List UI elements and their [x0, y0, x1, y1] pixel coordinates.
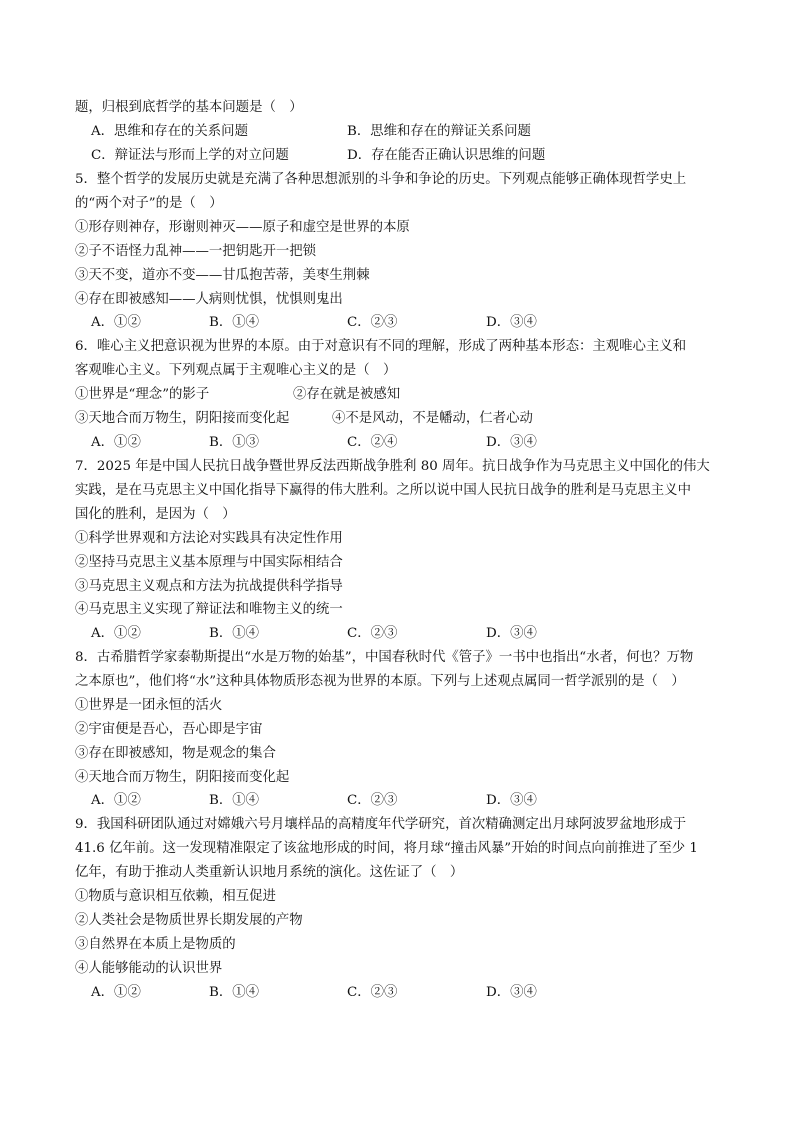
q9-option-d: D．③④ — [486, 985, 537, 1000]
q7-option-a: A．①② — [91, 626, 141, 641]
q9-stem-line-1: 9．我国科研团队通过对嫦娥六号月壤样品的高精度年代学研究，首次精确测定出月球阿波罗盆地形成于 — [75, 817, 687, 832]
q7-statement-2: ②坚持马克思主义基本原理与中国实际相结合 — [75, 555, 343, 570]
q6-option-a: A．①② — [91, 435, 141, 450]
q8-option-c: C．②③ — [347, 793, 398, 808]
q8-statement-3: ③存在即被感知，物是观念的集合 — [75, 746, 276, 761]
q9-stem-line-2: 41.6 亿年前。这一发现精准限定了该盆地形成的时间，将月球“撞击风暴”开始的时间点向前推进了至少 1 — [75, 841, 698, 856]
q7-statement-4: ④马克思主义实现了辩证法和唯物主义的统一 — [75, 602, 343, 617]
q8-stem-line-2: 之本原也”，他们将“水”这种具体物质形态视为世界的本原。下列与上述观点属同一哲学派别的是（ ） — [75, 674, 685, 689]
q9-option-a: A．①② — [91, 985, 141, 1000]
q9-statement-3: ③自然界在本质上是物质的 — [75, 937, 236, 952]
q7-option-c: C．②③ — [347, 626, 398, 641]
q7-statement-3: ③马克思主义观点和方法为抗战提供科学指导 — [75, 579, 343, 594]
q5-stem-line-2: 的“两个对子”的是（ ） — [75, 196, 223, 211]
q9-option-b: B．①④ — [209, 985, 260, 1000]
q8-stem-line-1: 8．古希腊哲学家泰勒斯提出“水是万物的始基”，中国春秋时代《管子》一书中也指出“水者，何也？万物 — [75, 650, 694, 665]
q5-statement-3: ③天不变，道亦不变——甘瓜抱苦蒂，美枣生荆棘 — [75, 268, 370, 283]
q4-option-a: A．思维和存在的关系问题 — [91, 124, 248, 139]
q5-statement-1: ①形存则神存，形谢则神灭——原子和虚空是世界的本原 — [75, 220, 410, 235]
q7-stem-line-3: 国化的胜利，是因为（ ） — [75, 507, 236, 522]
q4-option-b: B．思维和存在的辩证关系问题 — [347, 124, 531, 139]
q9-statement-2: ②人类社会是物质世界长期发展的产物 — [75, 913, 303, 928]
q5-statement-2: ②子不语怪力乱神——一把钥匙开一把锁 — [75, 244, 317, 259]
q4-stem: 题，归根到底哲学的基本问题是（ ） — [75, 100, 303, 115]
q4-option-d: D．存在能否正确认识思维的问题 — [347, 148, 546, 163]
q9-stem-line-3: 亿年，有助于推动人类重新认识地月系统的演化。这佐证了（ ） — [75, 865, 464, 880]
q6-option-b: B．①③ — [209, 435, 260, 450]
q5-stem-line-1: 5．整个哲学的发展历史就是充满了各种思想派别的斗争和争论的历史。下列观点能够正确体现哲学史上 — [75, 172, 687, 187]
q6-statement-3: ③天地合而万物生，阴阳接而变化起 — [75, 411, 290, 426]
q8-option-d: D．③④ — [486, 793, 537, 808]
q7-stem-line-2: 实践，是在马克思主义中国化指导下赢得的伟大胜利。之所以说中国人民抗日战争的胜利是马克思主义中 — [75, 483, 691, 498]
q7-statement-1: ①科学世界观和方法论对实践具有决定性作用 — [75, 531, 343, 546]
q7-option-d: D．③④ — [486, 626, 537, 641]
q8-option-b: B．①④ — [209, 793, 260, 808]
q9-option-c: C．②③ — [347, 985, 398, 1000]
q5-option-d: D．③④ — [486, 315, 537, 330]
q6-stem-line-2: 客观唯心主义。下列观点属于主观唯心主义的是（ ） — [75, 363, 397, 378]
q5-option-a: A．①② — [91, 315, 141, 330]
q5-option-b: B．①④ — [209, 315, 260, 330]
q6-statement-2: ②存在就是被感知 — [293, 387, 401, 402]
q7-stem-line-1: 7．2025 年是中国人民抗日战争暨世界反法西斯战争胜利 80 周年。抗日战争作为马克思主义中国化的伟大 — [75, 459, 710, 474]
q5-option-c: C．②③ — [347, 315, 398, 330]
q5-statement-4: ④存在即被感知——人病则忧惧，忧惧则鬼出 — [75, 292, 343, 307]
q6-statement-1: ①世界是“理念”的影子 — [75, 387, 210, 402]
q8-option-a: A．①② — [91, 793, 141, 808]
q4-option-c: C．辩证法与形而上学的对立问题 — [91, 148, 289, 163]
q9-statement-1: ①物质与意识相互依赖，相互促进 — [75, 889, 276, 904]
q8-statement-1: ①世界是一团永恒的活火 — [75, 698, 223, 713]
q8-statement-2: ②宇宙便是吾心，吾心即是宇宙 — [75, 722, 263, 737]
q6-option-c: C．②④ — [347, 435, 398, 450]
q7-option-b: B．①④ — [209, 626, 260, 641]
q6-option-d: D．③④ — [486, 435, 537, 450]
q6-statement-4: ④不是风动，不是幡动，仁者心动 — [332, 411, 533, 426]
q6-stem-line-1: 6．唯心主义把意识视为世界的本原。由于对意识有不同的理解，形成了两种基本形态：主观唯心主义和 — [75, 339, 687, 354]
q9-statement-4: ④人能够能动的认识世界 — [75, 961, 223, 976]
q8-statement-4: ④天地合而万物生，阴阳接而变化起 — [75, 770, 290, 785]
